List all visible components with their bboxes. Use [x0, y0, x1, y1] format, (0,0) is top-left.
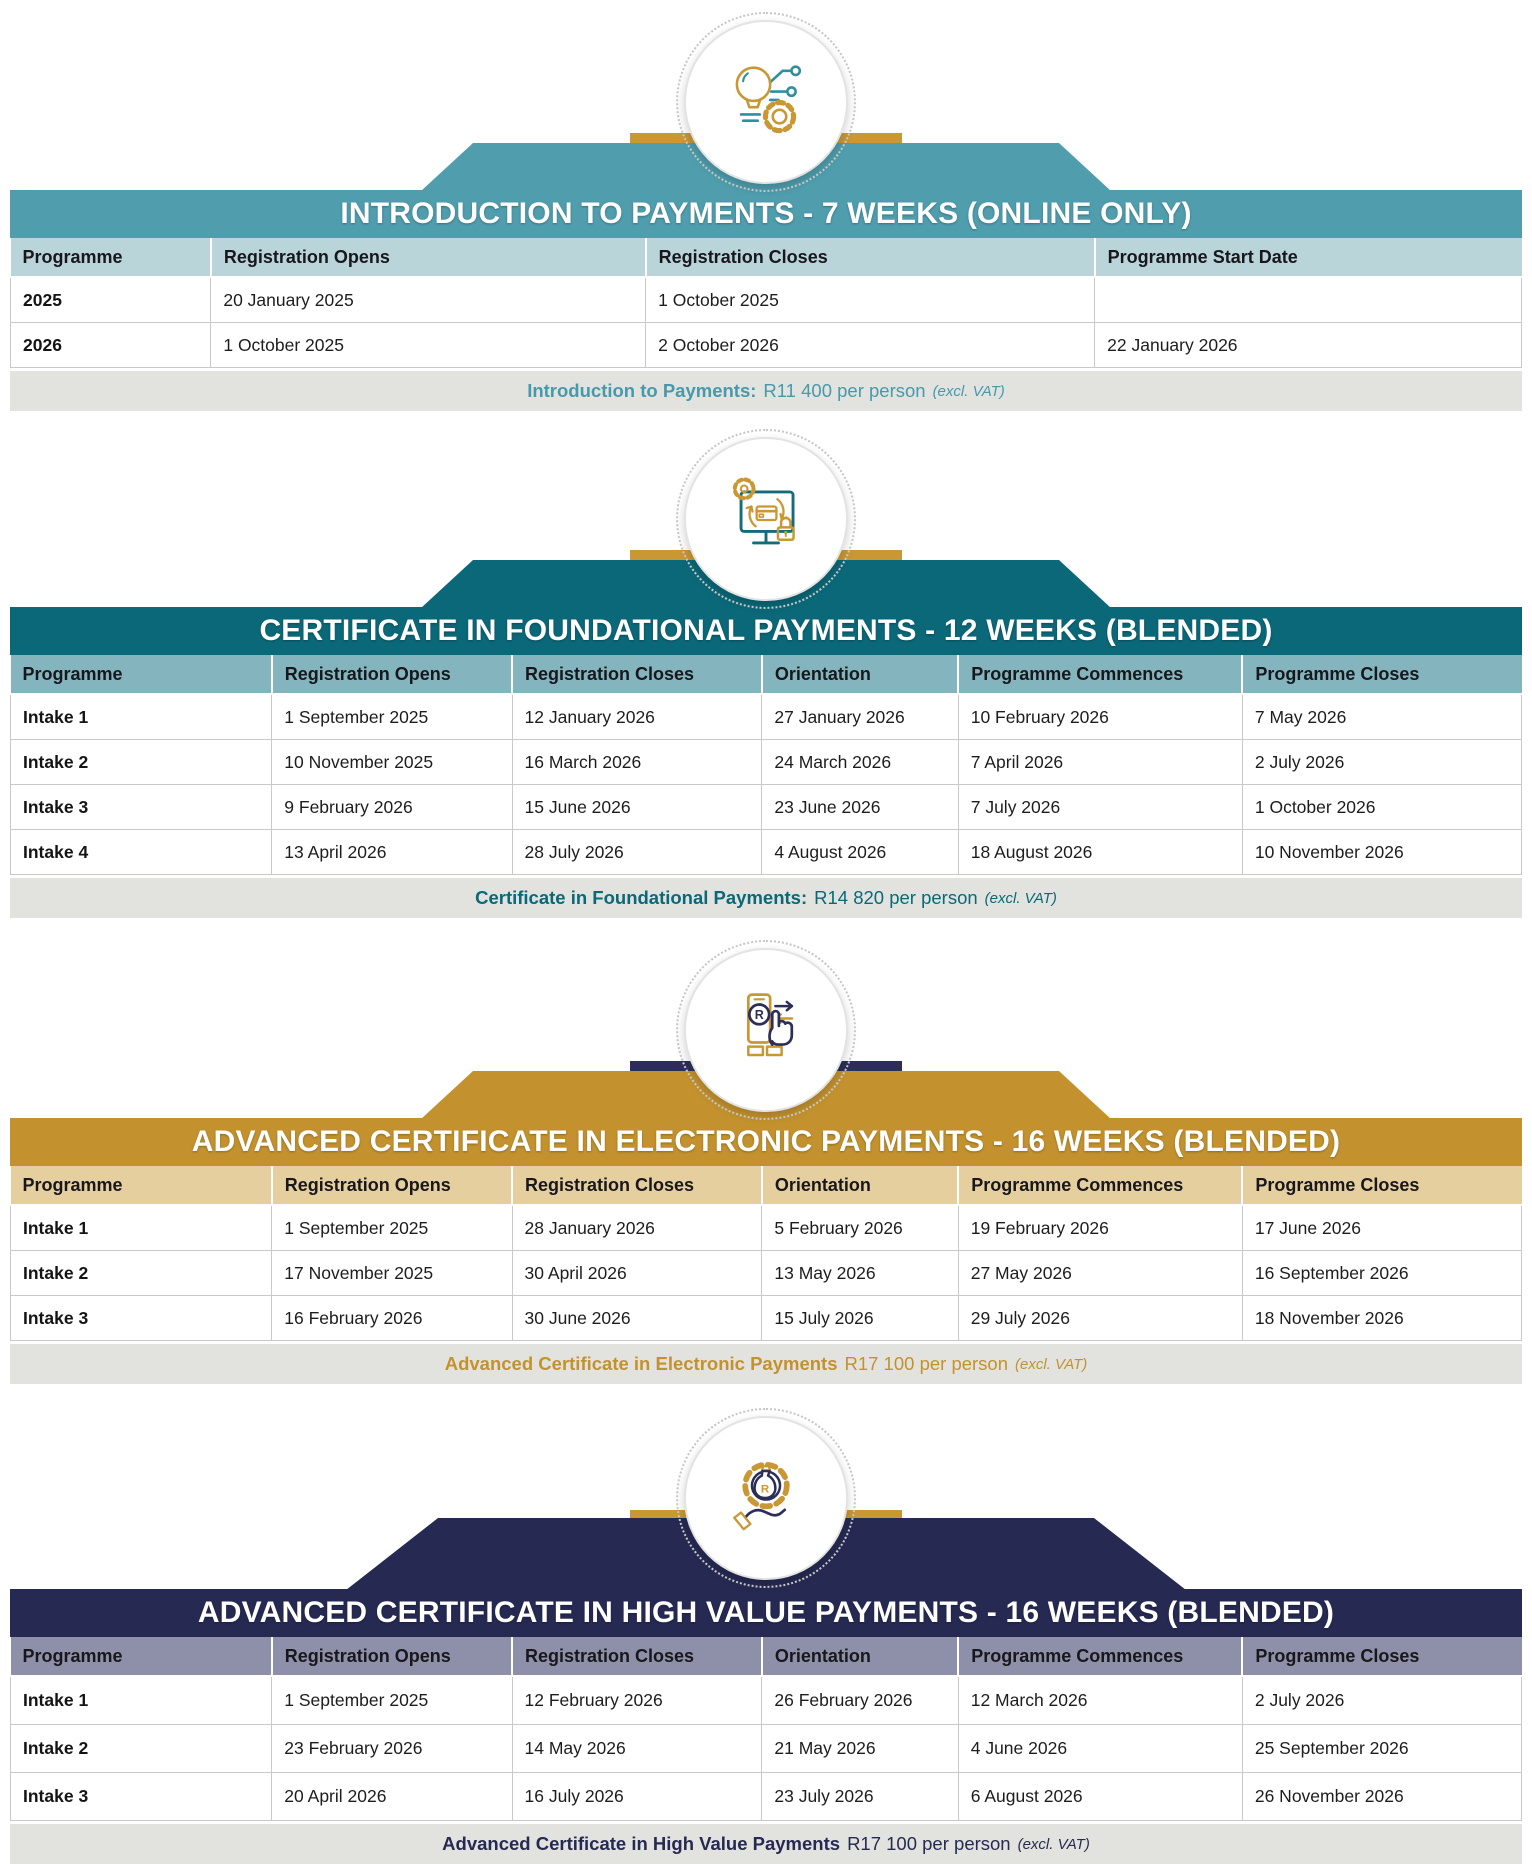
date-cell: 2 July 2026 — [1242, 1676, 1521, 1725]
icon-zone — [0, 1384, 1532, 1589]
date-cell: 16 March 2026 — [512, 740, 762, 785]
column-header: Programme Commences — [958, 1166, 1242, 1205]
column-header: Registration Opens — [272, 655, 512, 694]
date-cell: 1 October 2025 — [646, 277, 1095, 323]
date-cell: 7 July 2026 — [958, 785, 1242, 830]
date-cell: 5 February 2026 — [762, 1205, 958, 1251]
date-cell: 23 February 2026 — [272, 1725, 512, 1773]
price-value: R17 100 per person — [847, 1833, 1011, 1854]
date-cell: 23 July 2026 — [762, 1773, 958, 1821]
price-strip — [10, 1344, 1522, 1384]
date-cell: 20 April 2026 — [272, 1773, 512, 1821]
table-row — [11, 1251, 1522, 1296]
table-row — [11, 830, 1522, 875]
section-banner — [10, 607, 1522, 655]
date-cell: 17 November 2025 — [272, 1251, 512, 1296]
column-header: Registration Opens — [272, 1637, 512, 1676]
mobile-money-transfer-icon — [684, 948, 848, 1112]
price-value: R17 100 per person — [844, 1353, 1009, 1374]
column-header: Registration Opens — [272, 1166, 512, 1205]
date-cell: 12 January 2026 — [512, 694, 762, 740]
date-cell: 23 June 2026 — [762, 785, 958, 830]
svg-text:R: R — [760, 1483, 770, 1496]
row-label-cell: Intake 3 — [11, 1296, 272, 1341]
date-cell: 12 February 2026 — [512, 1676, 762, 1725]
date-cell: 4 August 2026 — [762, 830, 958, 875]
column-header: Programme — [11, 655, 272, 694]
date-cell: 22 January 2026 — [1095, 323, 1522, 368]
table-row — [11, 694, 1522, 740]
date-cell: 27 May 2026 — [958, 1251, 1242, 1296]
price-value: R11 400 per person — [763, 380, 926, 401]
lightbulb-circuit-gear-icon — [684, 20, 848, 184]
schedule-table — [10, 238, 1522, 368]
column-header: Registration Opens — [211, 238, 646, 277]
date-cell: 24 March 2026 — [762, 740, 958, 785]
column-header: Orientation — [762, 1166, 958, 1205]
date-cell: 10 November 2026 — [1242, 830, 1521, 875]
date-cell: 2 July 2026 — [1242, 740, 1521, 785]
date-cell: 10 November 2025 — [272, 740, 512, 785]
schedule-table — [10, 655, 1522, 875]
column-header: Programme Start Date — [1095, 238, 1522, 277]
section-certificate-foundational-payments — [0, 411, 1532, 918]
date-cell: 1 September 2025 — [272, 694, 512, 740]
table-row — [11, 277, 1522, 323]
column-header: Orientation — [762, 1637, 958, 1676]
date-cell: 25 September 2026 — [1242, 1725, 1521, 1773]
money-bag-gear-hand-icon — [684, 1416, 848, 1580]
table-header-row — [11, 238, 1522, 277]
column-header: Programme Commences — [958, 1637, 1242, 1676]
column-header: Programme Closes — [1242, 1166, 1521, 1205]
row-label-cell: Intake 3 — [11, 785, 272, 830]
date-cell: 10 February 2026 — [958, 694, 1242, 740]
section-banner — [10, 1589, 1522, 1637]
table-row — [11, 323, 1522, 368]
price-program-name: Introduction to Payments: — [527, 380, 757, 401]
date-cell: 1 October 2025 — [211, 323, 646, 368]
price-program-name: Certificate in Foundational Payments: — [475, 887, 808, 908]
date-cell: 9 February 2026 — [272, 785, 512, 830]
table-row — [11, 1676, 1522, 1725]
table-row — [11, 1296, 1522, 1341]
date-cell: 2 October 2026 — [646, 323, 1095, 368]
date-cell: 30 June 2026 — [512, 1296, 762, 1341]
row-label-cell: 2025 — [11, 277, 211, 323]
date-cell: 19 February 2026 — [958, 1205, 1242, 1251]
date-cell: 16 February 2026 — [272, 1296, 512, 1341]
date-cell: 28 July 2026 — [512, 830, 762, 875]
price-strip — [10, 1824, 1522, 1864]
date-cell: 4 June 2026 — [958, 1725, 1242, 1773]
column-header: Programme — [11, 1166, 272, 1205]
date-cell: 6 August 2026 — [958, 1773, 1242, 1821]
section-advanced-certificate-electronic-payments — [0, 918, 1532, 1384]
date-cell: 13 April 2026 — [272, 830, 512, 875]
date-cell: 15 June 2026 — [512, 785, 762, 830]
date-cell: 16 July 2026 — [512, 1773, 762, 1821]
table-row — [11, 785, 1522, 830]
date-cell: 20 January 2025 — [211, 277, 646, 323]
price-strip — [10, 878, 1522, 918]
row-label-cell: 2026 — [11, 323, 211, 368]
row-label-cell: Intake 2 — [11, 740, 272, 785]
section-title: CERTIFICATE IN FOUNDATIONAL PAYMENTS - 12 WEEKS (BLENDED) — [259, 614, 1273, 647]
date-cell: 1 October 2026 — [1242, 785, 1521, 830]
date-cell: 17 June 2026 — [1242, 1205, 1521, 1251]
row-label-cell: Intake 4 — [11, 830, 272, 875]
price-vat-note: (excl. VAT) — [932, 382, 1005, 400]
date-cell: 12 March 2026 — [958, 1676, 1242, 1725]
column-header: Programme Commences — [958, 655, 1242, 694]
table-row — [11, 1773, 1522, 1821]
date-cell: 26 November 2026 — [1242, 1773, 1521, 1821]
date-cell: 14 May 2026 — [512, 1725, 762, 1773]
date-cell: 1 September 2025 — [272, 1205, 512, 1251]
column-header: Registration Closes — [512, 1166, 762, 1205]
row-label-cell: Intake 1 — [11, 1205, 272, 1251]
column-header: Registration Closes — [646, 238, 1095, 277]
date-cell: 26 February 2026 — [762, 1676, 958, 1725]
section-banner — [10, 1118, 1522, 1166]
row-label-cell: Intake 3 — [11, 1773, 272, 1821]
icon-zone — [0, 0, 1532, 190]
column-header: Programme Closes — [1242, 655, 1521, 694]
column-header: Programme — [11, 238, 211, 277]
monitor-secure-payment-icon — [684, 437, 848, 601]
table-row — [11, 1725, 1522, 1773]
row-label-cell: Intake 1 — [11, 1676, 272, 1725]
date-cell: 29 July 2026 — [958, 1296, 1242, 1341]
table-row — [11, 1205, 1522, 1251]
section-banner — [10, 190, 1522, 238]
price-strip — [10, 371, 1522, 411]
icon-zone — [0, 918, 1532, 1118]
date-cell: 18 August 2026 — [958, 830, 1242, 875]
section-title: ADVANCED CERTIFICATE IN ELECTRONIC PAYMENTS - 16 WEEKS (BLENDED) — [191, 1125, 1341, 1158]
price-vat-note: (excl. VAT) — [1015, 1355, 1088, 1373]
date-cell — [1095, 277, 1522, 323]
price-vat-note: (excl. VAT) — [984, 889, 1057, 907]
date-cell: 21 May 2026 — [762, 1725, 958, 1773]
date-cell: 7 April 2026 — [958, 740, 1242, 785]
table-row — [11, 740, 1522, 785]
table-header-row — [11, 1166, 1522, 1205]
schedule-table — [10, 1637, 1522, 1821]
date-cell: 15 July 2026 — [762, 1296, 958, 1341]
price-value: R14 820 per person — [814, 887, 978, 908]
date-cell: 18 November 2026 — [1242, 1296, 1521, 1341]
date-cell: 27 January 2026 — [762, 694, 958, 740]
date-cell: 28 January 2026 — [512, 1205, 762, 1251]
table-header-row — [11, 1637, 1522, 1676]
price-vat-note: (excl. VAT) — [1017, 1835, 1090, 1853]
column-header: Orientation — [762, 655, 958, 694]
section-advanced-certificate-high-value-payments — [0, 1384, 1532, 1864]
icon-zone — [0, 411, 1532, 607]
date-cell: 30 April 2026 — [512, 1251, 762, 1296]
section-title: INTRODUCTION TO PAYMENTS - 7 WEEKS (ONLINE ONLY) — [340, 197, 1192, 230]
column-header: Programme — [11, 1637, 272, 1676]
column-header: Registration Closes — [512, 655, 762, 694]
table-header-row — [11, 655, 1522, 694]
column-header: Programme Closes — [1242, 1637, 1521, 1676]
price-program-name: Advanced Certificate in Electronic Payments — [444, 1353, 838, 1374]
date-cell: 7 May 2026 — [1242, 694, 1521, 740]
column-header: Registration Closes — [512, 1637, 762, 1676]
section-title: ADVANCED CERTIFICATE IN HIGH VALUE PAYMENTS - 16 WEEKS (BLENDED) — [197, 1596, 1335, 1629]
row-label-cell: Intake 2 — [11, 1725, 272, 1773]
section-introduction-to-payments — [0, 0, 1532, 411]
row-label-cell: Intake 2 — [11, 1251, 272, 1296]
svg-text:R: R — [754, 1008, 764, 1023]
schedule-table — [10, 1166, 1522, 1341]
date-cell: 1 September 2025 — [272, 1676, 512, 1725]
date-cell: 13 May 2026 — [762, 1251, 958, 1296]
row-label-cell: Intake 1 — [11, 694, 272, 740]
price-program-name: Advanced Certificate in High Value Payments — [442, 1833, 841, 1854]
date-cell: 16 September 2026 — [1242, 1251, 1521, 1296]
